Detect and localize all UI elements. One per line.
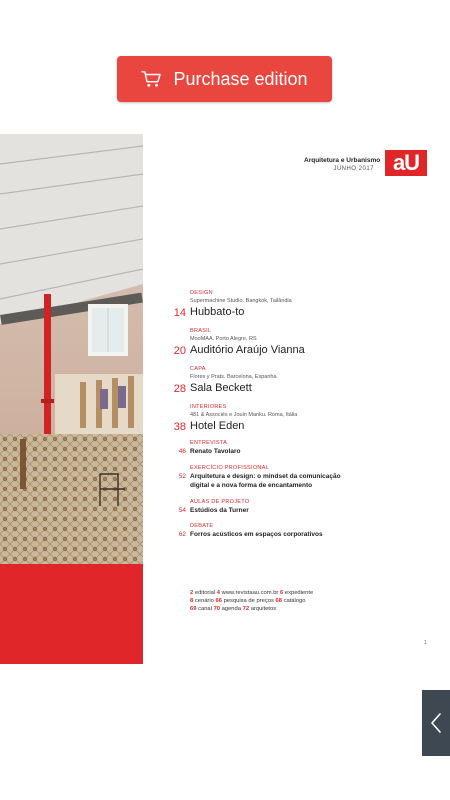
- index-page: 72: [242, 606, 250, 612]
- toc-section: BRASIL: [190, 328, 212, 334]
- toc-title: Auditório Araújo Vianna: [190, 344, 305, 356]
- chevron-left-icon: [429, 712, 443, 734]
- toc-entry-entrevista[interactable]: [172, 440, 432, 460]
- toc-section: CAPA: [190, 366, 206, 372]
- index-page: 66: [215, 598, 222, 604]
- index-row: [190, 605, 313, 613]
- masthead: [304, 157, 381, 172]
- index-label[interactable]: cenário: [194, 598, 214, 604]
- toc-page: 52: [178, 473, 186, 480]
- toc-entry-debate[interactable]: [172, 523, 432, 543]
- toc-entry-aulas[interactable]: [172, 499, 432, 519]
- toc-section: DESIGN: [190, 290, 213, 296]
- toc-title: Sala Beckett: [190, 382, 252, 394]
- toc-entry-exercicio[interactable]: [172, 465, 432, 495]
- toc-section: DEBATE: [190, 523, 214, 529]
- toc-section: ENTREVISTA: [190, 440, 228, 446]
- purchase-edition-button[interactable]: [117, 56, 332, 102]
- index-label[interactable]: catálogo: [283, 598, 306, 604]
- toc-entry-design[interactable]: [172, 290, 432, 320]
- index-label[interactable]: pesquisa de preços: [223, 598, 274, 604]
- index-page: 70: [213, 606, 221, 612]
- index-label[interactable]: expediente: [284, 590, 314, 596]
- index-label[interactable]: www.revistaau.com.br: [221, 590, 279, 596]
- toc-title: Renato Tavolaro: [190, 448, 241, 455]
- toc-page: 46: [178, 448, 186, 455]
- toc-title: Hubbato-to: [190, 306, 245, 318]
- toc-page: 14: [173, 307, 186, 319]
- index-row: [190, 589, 313, 597]
- caption-block: [0, 564, 143, 664]
- index-page: 4: [216, 590, 221, 596]
- toc-page: 62: [178, 531, 186, 538]
- section-index: [190, 589, 313, 613]
- index-page: 68: [275, 598, 282, 604]
- toc-title: Arquitetura e design: o mindset da comunicação digital e a nova forma de encantamento: [190, 473, 341, 489]
- toc-subtitle: 481 & Associés e Jouin Manku. Roma, Itália: [190, 412, 298, 418]
- index-page: 8: [190, 598, 194, 604]
- toc-entry-capa[interactable]: [172, 366, 432, 396]
- page-number: 1: [424, 640, 427, 646]
- toc-entry-interiores[interactable]: [172, 404, 432, 434]
- toc-title: Estúdios da Turner: [190, 507, 249, 514]
- cart-icon: [141, 70, 163, 88]
- toc-entry-brasil[interactable]: [172, 328, 432, 358]
- au-logo: aU: [385, 150, 427, 176]
- magazine-title: Arquitetura e Urbanismo: [304, 157, 381, 164]
- toc-page: 54: [178, 507, 186, 514]
- index-page: 2: [190, 590, 194, 596]
- index-page: 6: [279, 590, 284, 596]
- index-page: 69: [190, 606, 197, 612]
- index-label[interactable]: arquitetos: [250, 606, 277, 612]
- cover-caption: Cicatrizes do passado são atenuadas em projeto do escritório Flores y Prats no coração de Barcelona. Foto de capa: Adrià Goula: [340, 574, 442, 601]
- index-label[interactable]: canal: [198, 606, 212, 612]
- toc-section: AULAS DE PROJETO: [190, 499, 250, 505]
- toc-subtitle: MooMAA. Porto Alegre, RS: [190, 336, 257, 342]
- toc-subtitle: Flores y Prats. Barcelona, Espanha: [190, 374, 277, 380]
- index-label[interactable]: agenda: [221, 606, 241, 612]
- index-label[interactable]: editorial: [194, 590, 216, 596]
- back-button[interactable]: [422, 690, 450, 756]
- toc-page: 28: [173, 383, 186, 395]
- index-row: [190, 597, 313, 605]
- purchase-edition-label: Purchase edition: [173, 68, 308, 89]
- toc-page: 20: [173, 345, 186, 357]
- toc-subtitle: Supermachine Studio. Bangkok, Tailândia: [190, 298, 292, 304]
- toc-section: EXERCÍCIO PROFISSIONAL: [190, 465, 270, 471]
- toc-section: INTERIORES: [190, 404, 227, 410]
- toc-page: 38: [173, 421, 186, 433]
- cover-photo: [0, 134, 143, 564]
- toc-title: Hotel Eden: [190, 420, 245, 432]
- toc-title: Forros acústicos em espaços corporativos: [190, 531, 323, 538]
- issue-date: JUNHO 2017: [333, 166, 374, 172]
